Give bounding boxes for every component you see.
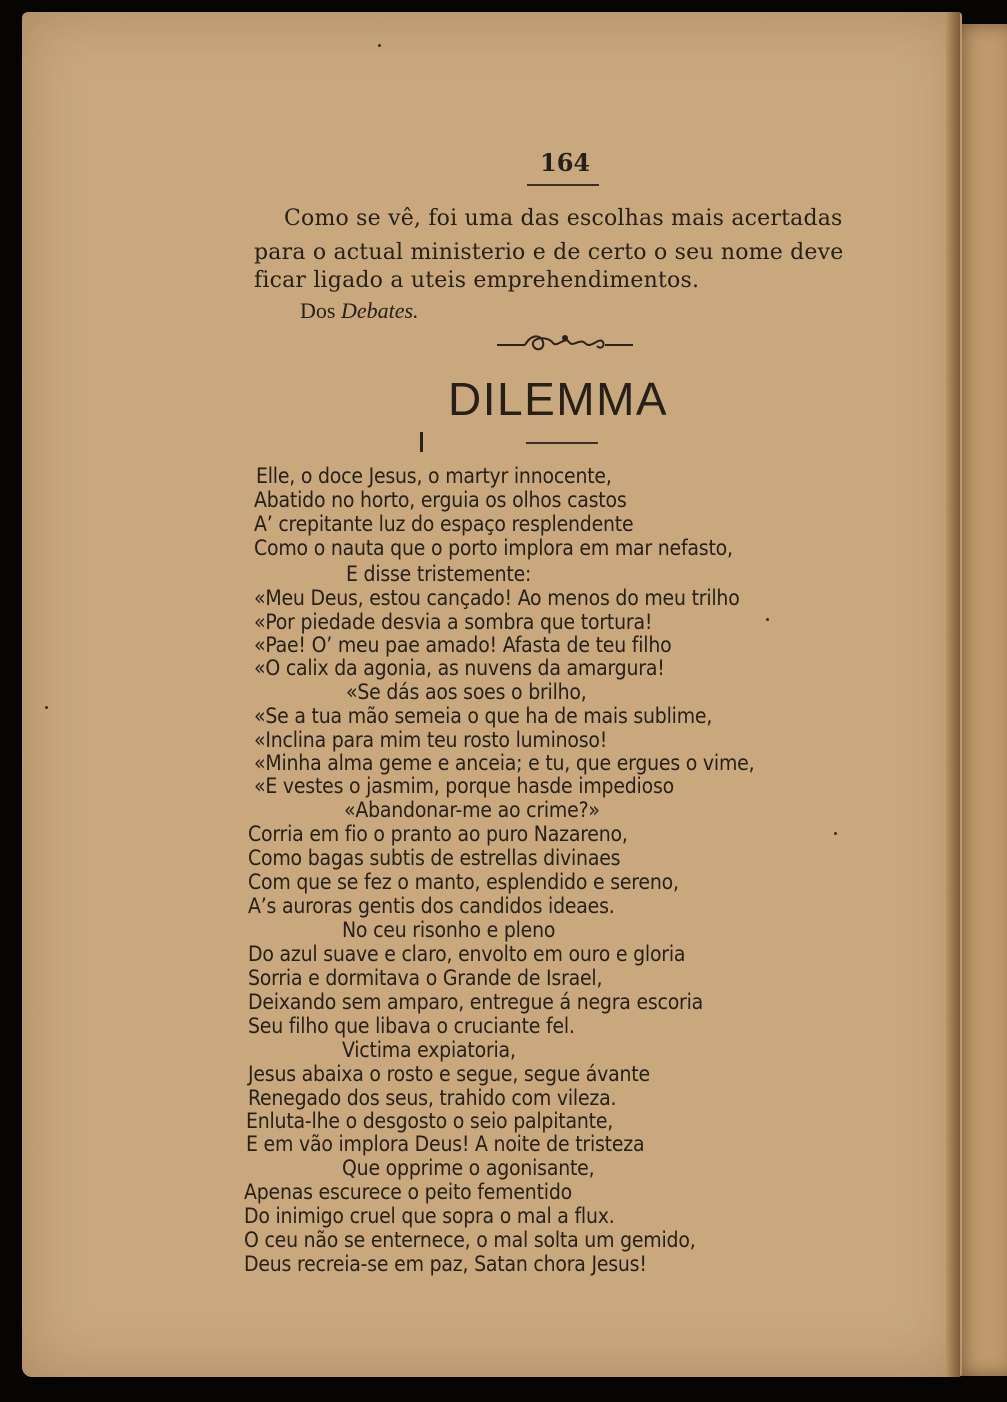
verse-line: «Minha alma geme e anceia; e tu, que ergues o vime, bbox=[254, 751, 755, 775]
prose-line: Como se vê, foi uma das escolhas mais acertadas bbox=[284, 206, 843, 231]
verse-line: Elle, o doce Jesus, o martyr innocente, bbox=[256, 464, 612, 488]
verse-line: Seu filho que libava o cruciante fel. bbox=[248, 1014, 575, 1038]
verse-line: Victima expiatoria, bbox=[342, 1038, 516, 1062]
paper-speck bbox=[378, 44, 381, 47]
verse-line: Que opprime o agonisante, bbox=[342, 1156, 595, 1180]
ornament-divider bbox=[495, 330, 635, 356]
verse-line: «Pae! O’ meu pae amado! Afasta de teu filho bbox=[254, 633, 672, 657]
verse-line: Sorria e dormitava o Grande de Israel, bbox=[248, 966, 603, 990]
poem-title: DILEMMA bbox=[448, 373, 669, 425]
verse-line: E em vão implora Deus! A noite de tristeza bbox=[246, 1132, 645, 1156]
ink-mark bbox=[420, 432, 423, 452]
verse-line: Apenas escurece o peito fementido bbox=[244, 1180, 572, 1204]
source-attribution bbox=[300, 298, 419, 324]
verse-line: Com que se fez o manto, esplendido e sereno, bbox=[248, 870, 679, 894]
verse-line: Jesus abaixa o rosto e segue, segue ávante bbox=[248, 1062, 650, 1086]
verse-line: Enluta-lhe o desgosto o seio palpitante, bbox=[246, 1109, 614, 1133]
verse-line: Do azul suave e claro, envolto em ouro e gloria bbox=[248, 942, 686, 966]
title-rule bbox=[526, 442, 598, 444]
verse-line: «E vestes o jasmim, porque hasde impedioso bbox=[254, 774, 674, 798]
verse-line: «Se a tua mão semeia o que ha de mais sublime, bbox=[254, 704, 713, 728]
paper-speck bbox=[45, 706, 48, 709]
source-prefix: Dos bbox=[300, 298, 341, 323]
verse-line: «Por piedade desvia a sombra que tortura! bbox=[254, 610, 653, 634]
verse-line: Renegado dos seus, trahido com vileza. bbox=[248, 1086, 617, 1110]
paper-speck bbox=[766, 618, 769, 621]
verse-line: «Se dás aos soes o brilho, bbox=[346, 680, 587, 704]
paper-speck bbox=[834, 832, 837, 835]
prose-line: ficar ligado a uteis emprehendimentos. bbox=[254, 268, 700, 293]
verse-line: Como o nauta que o porto implora em mar nefasto, bbox=[254, 536, 733, 560]
page-gutter bbox=[946, 12, 960, 1377]
verse-line: «Inclina para mim teu rosto luminoso! bbox=[254, 728, 608, 752]
verse-line: O ceu não se enternece, o mal solta um gemido, bbox=[244, 1228, 696, 1252]
verse-line: «Meu Deus, estou cançado! Ao menos do meu trilho bbox=[254, 586, 740, 610]
page-number: 164 bbox=[540, 148, 591, 177]
verse-line: Deixando sem amparo, entregue á negra escoria bbox=[248, 990, 704, 1014]
page-number-rule bbox=[527, 184, 599, 186]
verse-line: E disse tristemente: bbox=[346, 562, 532, 586]
verse-line: Do inimigo cruel que sopra o mal a flux. bbox=[244, 1204, 615, 1228]
verse-line: Como bagas subtis de estrellas divinaes bbox=[248, 846, 621, 870]
prose-line: para o actual ministerio e de certo o seu nome deve bbox=[254, 240, 844, 265]
source-name: Debates. bbox=[340, 298, 419, 323]
verse-line: Deus recreia-se em paz, Satan chora Jesus! bbox=[244, 1252, 647, 1276]
verse-line: No ceu risonho e pleno bbox=[342, 918, 556, 942]
verse-line: Corria em fio o pranto ao puro Nazareno, bbox=[248, 822, 628, 846]
verse-line: A’s auroras gentis dos candidos ideaes. bbox=[248, 894, 615, 918]
verse-line: A’ crepitante luz do espaço resplendente bbox=[254, 512, 634, 536]
verse-line: «Abandonar-me ao crime?» bbox=[344, 798, 600, 822]
next-page-edge bbox=[955, 24, 1007, 1376]
verse-line: Abatido no horto, erguia os olhos castos bbox=[254, 488, 627, 512]
verse-line: «O calix da agonia, as nuvens da amargura! bbox=[254, 656, 665, 680]
